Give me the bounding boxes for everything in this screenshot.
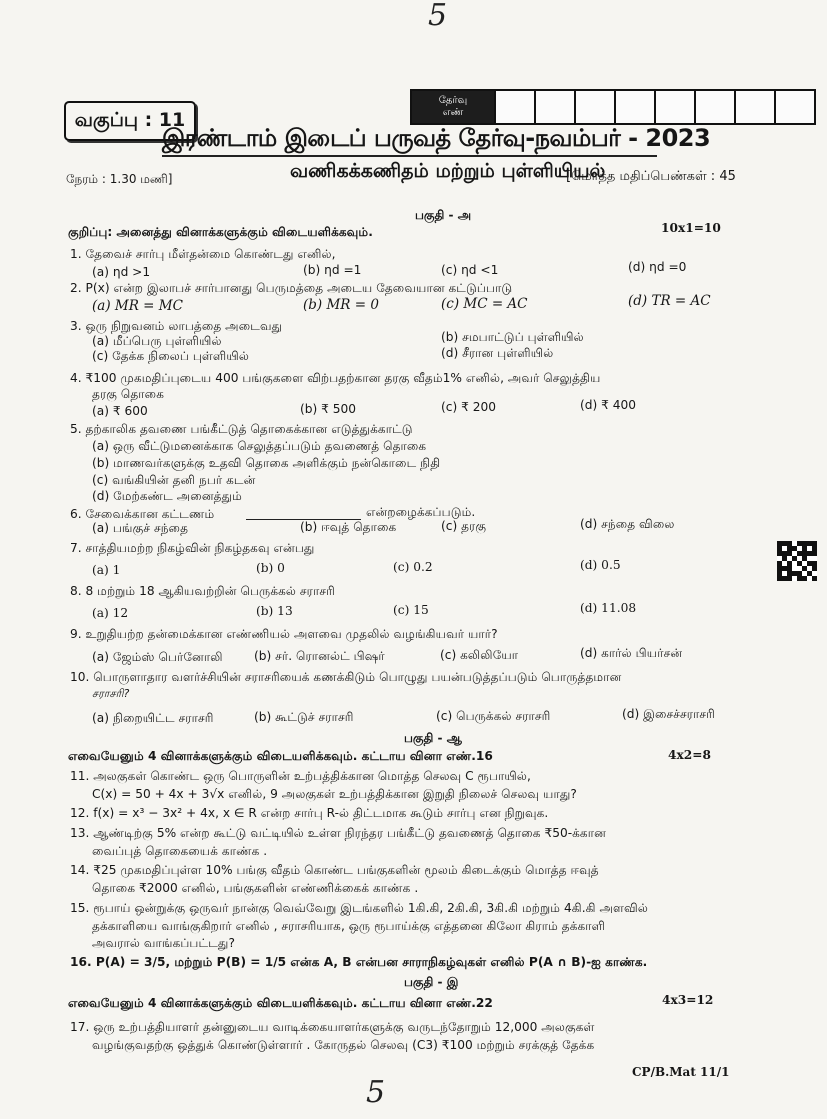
q8-option-a: (a) 12 xyxy=(92,606,129,620)
question-17: 17. ஒரு உற்பத்தியாளர் தன்னுடைய வாடிக்கையாளர்களுக்கு வருடந்தோறும் 12,000 அலகுகள் xyxy=(70,1020,595,1034)
grade-label: வகுப்பு : 11 xyxy=(64,101,196,141)
q9-option-a: (a) ஜேம்ஸ் பெர்னோலி xyxy=(92,650,223,664)
q10-option-a: (a) நிறையிட்ட சராசரி xyxy=(92,711,214,725)
q2-option-a: (a) MR = MC xyxy=(92,298,183,314)
question-15-cont2: அவரால் வாங்கப்பட்டது? xyxy=(92,936,235,950)
q4-option-a: (a) ₹ 600 xyxy=(92,404,148,418)
question-17-cont: வழங்குவதற்கு ஒத்துக் கொண்டுள்ளார் . கோருதல் செலவு (C3) ₹100 மற்றும் சரக்குத் தேக்க xyxy=(92,1038,595,1052)
q3-option-b: (b) சமபாட்டுப் புள்ளியில் xyxy=(441,330,584,344)
question-11: 11. அலகுகள் கொண்ட ஒரு பொருளின் உற்பத்திக்கான மொத்த செலவு C ரூபாயில், xyxy=(70,769,531,783)
question-13: 13. ஆண்டிற்கு 5% என்ற கூட்டு வட்டியில் உள்ள நிரந்தர பங்கீட்டு தவணைத் தொகை ₹50-க்கான xyxy=(70,826,606,840)
question-6-tail: என்றழைக்கப்படும். xyxy=(366,505,476,519)
exam-title: இரண்டாம் இடைப் பருவத் தேர்வு-நவம்பர் - 2023 xyxy=(162,124,711,152)
part-c-marks: 4x3=12 xyxy=(662,993,714,1007)
total-marks: [மொத்த மதிப்பெண்கள் : 45 xyxy=(566,169,736,184)
question-5: 5. தற்காலிக தவணை பங்கீட்டுத் தொகைக்கான எடுத்துக்காட்டு xyxy=(70,422,413,436)
exam-number-cell xyxy=(734,91,774,123)
q5-option-b: (b) மாணவர்களுக்கு உதவி தொகை அளிக்கும் நன்கொடை நிதி xyxy=(92,456,441,470)
q8-option-b: (b) 13 xyxy=(256,604,293,618)
question-16: 16. P(A) = 3/5, மற்றும் P(B) = 1/5 என்க A, B என்பன சாராநிகழ்வுகள் எனில் P(A ∩ B)-ஐ காண்க. xyxy=(70,955,648,969)
exam-number-cell xyxy=(654,91,694,123)
part-c-note: எவையேனும் 4 வினாக்களுக்கும் விடையளிக்கவும். கட்டாய வினா எண்.22 xyxy=(68,996,493,1010)
q6-option-a: (a) பங்குச் சந்தை xyxy=(92,521,189,535)
q6-option-c: (c) தரகு xyxy=(441,519,487,533)
exam-number-cell xyxy=(694,91,734,123)
question-2: 2. P(x) என்ற இலாபச் சார்பானது பெருமத்தை அடைய தேவையான கட்டுப்பாடு xyxy=(70,281,513,295)
part-c-heading: பகுதி - இ xyxy=(404,975,459,989)
q2-option-c: (c) MC = AC xyxy=(441,296,528,312)
question-10: 10. பொருளாதார வளர்ச்சியின் சராசரியைக் கணக்கிடும் பொழுது பயன்படுத்தப்படும் பொருத்தமான xyxy=(70,670,622,684)
q10-option-b: (b) கூட்டுச் சராசரி xyxy=(254,710,354,724)
exam-number-cell xyxy=(494,91,534,123)
q9-option-d: (d) கார்ல் பியர்சன் xyxy=(580,646,683,660)
q1-option-b: (b) ηd =1 xyxy=(303,263,362,277)
q5-option-c: (c) வங்கியின் தனி நபர் கடன் xyxy=(92,473,256,487)
q8-option-d: (d) 11.08 xyxy=(580,601,637,615)
title-underline xyxy=(162,155,657,157)
q1-option-a: (a) ηd >1 xyxy=(92,265,151,279)
q5-option-d: (d) மேற்கண்ட அனைத்தும் xyxy=(92,489,242,503)
part-a-heading: பகுதி - அ xyxy=(415,208,472,222)
question-3: 3. ஒரு நிறுவனம் லாபத்தை அடைவது xyxy=(70,319,283,333)
q10-option-c: (c) பெருக்கல் சராசரி xyxy=(436,709,551,723)
q8-option-c: (c) 15 xyxy=(393,603,429,617)
q6-option-d: (d) சந்தை விலை xyxy=(580,517,675,531)
question-15-cont: தக்காளியை வாங்குகிறார் எனில் , சராசரியாக, ஒரு ரூபாய்க்கு எத்தனை கிலோ கிராம் தக்காளி xyxy=(92,919,606,933)
q7-option-a: (a) 1 xyxy=(92,563,121,577)
q3-option-d: (d) சீரான புள்ளியில் xyxy=(441,346,554,360)
question-10-cont: சராசரி? xyxy=(92,687,130,700)
q6-option-b: (b) ஈவுத் தொகை xyxy=(300,520,397,534)
question-9: 9. உறுதியற்ற தன்மைக்கான எண்ணியல் அளவை முதலில் வழங்கியவர் யார்? xyxy=(70,627,498,641)
exam-number-cell xyxy=(774,91,814,123)
question-8: 8. 8 மற்றும் 18 ஆகியவற்றின் பெருக்கல் சராசரி xyxy=(70,584,335,598)
subject-title: வணிகக்கணிதம் மற்றும் புள்ளியியல் xyxy=(290,160,606,182)
question-12: 12. f(x) = x³ − 3x² + 4x, x ∈ R என்ற சார்பு R-ல் திட்டமாக கூடும் சார்பு என நிறுவுக. xyxy=(70,806,549,820)
exam-number-cell xyxy=(614,91,654,123)
question-14-cont: தொகை ₹2000 எனில், பங்குகளின் எண்ணிக்கைக் காண்க . xyxy=(92,881,419,895)
part-b-marks: 4x2=8 xyxy=(668,748,711,762)
q7-option-d: (d) 0.5 xyxy=(580,558,621,572)
q10-option-d: (d) இசைச்சராசரி xyxy=(622,707,715,721)
question-4: 4. ₹100 முகமதிப்புடைய 400 பங்குகளை விற்பதற்கான தரகு வீதம்1% எனில், அவர் செலுத்திய xyxy=(70,371,601,385)
page-mark-top: 5 xyxy=(428,0,448,33)
q2-option-b: (b) MR = 0 xyxy=(303,297,379,313)
q1-option-d: (d) ηd =0 xyxy=(628,260,687,274)
q4-option-b: (b) ₹ 500 xyxy=(300,402,357,416)
question-11-cont: C(x) = 50 + 4x + 3√x எனில், 9 அலகுகள் உற்பத்திக்கான இறுதி நிலைச் செலவு யாது? xyxy=(92,787,577,801)
exam-number-cell xyxy=(574,91,614,123)
q4-option-c: (c) ₹ 200 xyxy=(441,400,496,414)
exam-number-label: தேர்வு எண் xyxy=(412,91,494,123)
q2-option-d: (d) TR = AC xyxy=(628,293,711,309)
q4-option-d: (d) ₹ 400 xyxy=(580,398,637,412)
q7-option-c: (c) 0.2 xyxy=(393,560,433,574)
part-a-note: குறிப்பு: அனைத்து வினாக்களுக்கும் விடையளிக்கவும். xyxy=(68,225,373,239)
question-15: 15. ரூபாய் ஒன்றுக்கு ஒருவர் நான்கு வெவ்வேறு இடங்களில் 1கி.கி, 2கி.கி, 3கி.கி மற்றும் 4கி.கி அளவில் xyxy=(70,901,648,915)
question-4-cont: தரகு தொகை xyxy=(92,387,164,401)
part-b-heading: பகுதி - ஆ xyxy=(404,731,462,745)
qr-code xyxy=(777,541,817,581)
question-13-cont: வைப்புத் தொகையைக் காண்க . xyxy=(92,844,268,858)
question-6: 6. சேவைக்கான கட்டணம் xyxy=(70,507,215,521)
q9-option-b: (b) சர். ரொனல்ட் பிஷர் xyxy=(254,649,385,663)
part-b-note: எவையேனும் 4 வினாக்களுக்கும் விடையளிக்கவும். கட்டாய வினா எண்.16 xyxy=(68,749,493,763)
page-mark-bottom: 5 xyxy=(366,1075,386,1110)
q3-option-a: (a) மீப்பெரு புள்ளியில் xyxy=(92,334,222,348)
q3-option-c: (c) தேக்க நிலைப் புள்ளியில் xyxy=(92,349,249,363)
question-14: 14. ₹25 முகமதிப்புள்ள 10% பங்கு வீதம் கொண்ட பங்குகளின் மூலம் கிடைக்கும் மொத்த ஈவுத் xyxy=(70,863,599,877)
question-1: 1. தேவைச் சார்பு மீள்தன்மை கொண்டது எனில், xyxy=(70,247,336,261)
q9-option-c: (c) கலிலியோ xyxy=(440,648,519,662)
q1-option-c: (c) ηd <1 xyxy=(441,263,499,277)
q5-option-a: (a) ஒரு வீட்டுமனைக்காக செலுத்தப்படும் தவணைத் தொகை xyxy=(92,439,427,453)
question-7: 7. சாத்தியமற்ற நிகழ்வின் நிகழ்தகவு என்பது xyxy=(70,541,315,555)
footer-code: CP/B.Mat 11/1 xyxy=(632,1065,730,1079)
q7-option-b: (b) 0 xyxy=(256,561,285,575)
exam-time: நேரம் : 1.30 மணி] xyxy=(66,172,173,186)
part-a-marks: 10x1=10 xyxy=(661,221,721,235)
exam-number-cell xyxy=(534,91,574,123)
exam-number-box xyxy=(410,89,816,125)
